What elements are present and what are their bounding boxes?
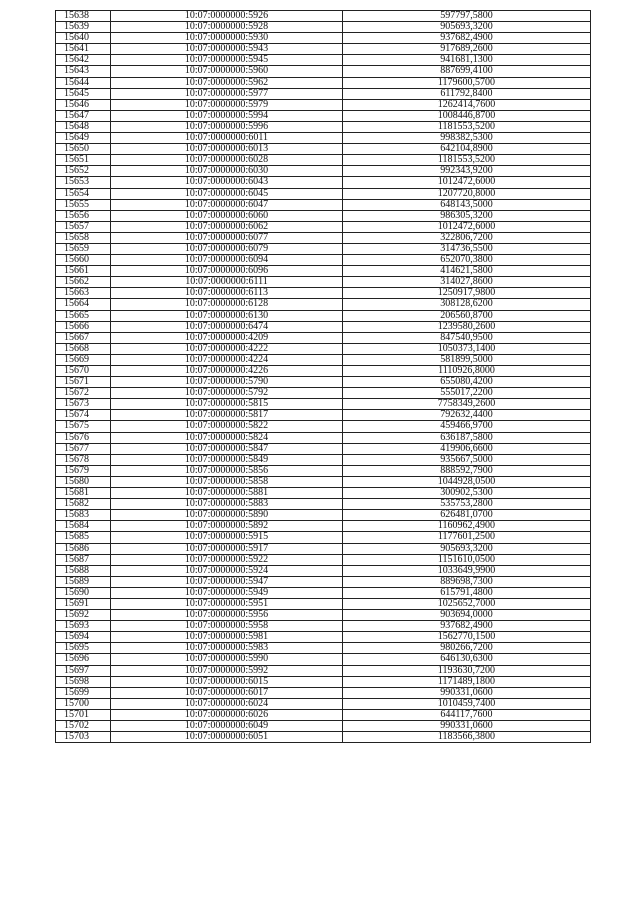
value-cell: 597797,5800 [343, 11, 591, 22]
table-row [56, 210, 591, 221]
value-cell: 581899,5000 [343, 354, 591, 365]
value-cell: 1033649,9900 [343, 565, 591, 576]
value-cell: 1160962,4900 [343, 521, 591, 532]
cadastral-number-cell: 10:07:0000000:5881 [111, 488, 343, 499]
table-row [56, 88, 591, 99]
value-cell: 990331,0600 [343, 687, 591, 698]
row-number-cell: 15679 [56, 465, 111, 476]
value-cell: 1044928,0500 [343, 476, 591, 487]
cadastral-number-cell: 10:07:0000000:5981 [111, 632, 343, 643]
cadastral-number-cell: 10:07:0000000:5817 [111, 410, 343, 421]
table-row [56, 243, 591, 254]
row-number-cell: 15680 [56, 476, 111, 487]
value-cell: 414621,5800 [343, 266, 591, 277]
table-row [56, 377, 591, 388]
table-row [56, 443, 591, 454]
table-row [56, 232, 591, 243]
table-row [56, 55, 591, 66]
cadastral-number-cell: 10:07:0000000:6011 [111, 133, 343, 144]
value-cell: 1183566,3800 [343, 732, 591, 743]
value-cell: 555017,2200 [343, 388, 591, 399]
row-number-cell: 15701 [56, 709, 111, 720]
value-cell: 1010459,7400 [343, 698, 591, 709]
cadastral-number-cell: 10:07:0000000:6113 [111, 288, 343, 299]
cadastral-number-cell: 10:07:0000000:6094 [111, 255, 343, 266]
table-row [56, 654, 591, 665]
row-number-cell: 15638 [56, 11, 111, 22]
table-row [56, 155, 591, 166]
cadastral-number-cell: 10:07:0000000:6026 [111, 709, 343, 720]
row-number-cell: 15683 [56, 510, 111, 521]
row-number-cell: 15667 [56, 332, 111, 343]
table-row [56, 354, 591, 365]
cadastral-number-cell: 10:07:0000000:5990 [111, 654, 343, 665]
row-number-cell: 15689 [56, 576, 111, 587]
table-row [56, 166, 591, 177]
value-cell: 1110926,8000 [343, 366, 591, 377]
value-cell: 1025652,7000 [343, 598, 591, 609]
table-row [56, 521, 591, 532]
value-cell: 615791,4800 [343, 587, 591, 598]
table-row [56, 133, 591, 144]
value-cell: 648143,5000 [343, 199, 591, 210]
row-number-cell: 15685 [56, 532, 111, 543]
row-number-cell: 15697 [56, 665, 111, 676]
value-cell: 636187,5800 [343, 432, 591, 443]
row-number-cell: 15655 [56, 199, 111, 210]
table-row [56, 709, 591, 720]
table-row [56, 221, 591, 232]
table-row [56, 11, 591, 22]
row-number-cell: 15682 [56, 499, 111, 510]
value-cell: 998382,5300 [343, 133, 591, 144]
table-row [56, 576, 591, 587]
table-row [56, 343, 591, 354]
row-number-cell: 15649 [56, 133, 111, 144]
table-row [56, 465, 591, 476]
value-cell: 990331,0600 [343, 721, 591, 732]
cadastral-number-cell: 10:07:0000000:5960 [111, 66, 343, 77]
table-row [56, 266, 591, 277]
table-row [56, 721, 591, 732]
value-cell: 1177601,2500 [343, 532, 591, 543]
row-number-cell: 15671 [56, 377, 111, 388]
row-number-cell: 15644 [56, 77, 111, 88]
row-number-cell: 15653 [56, 177, 111, 188]
table-row [56, 299, 591, 310]
row-number-cell: 15639 [56, 22, 111, 33]
cadastral-number-cell: 10:07:0000000:4226 [111, 366, 343, 377]
table-row [56, 510, 591, 521]
value-cell: 917689,2600 [343, 44, 591, 55]
cadastral-number-cell: 10:07:0000000:5790 [111, 377, 343, 388]
table-row [56, 587, 591, 598]
value-cell: 1239580,2600 [343, 321, 591, 332]
value-cell: 314027,8600 [343, 277, 591, 288]
row-number-cell: 15686 [56, 543, 111, 554]
row-number-cell: 15696 [56, 654, 111, 665]
value-cell: 889698,7300 [343, 576, 591, 587]
table-row [56, 44, 591, 55]
table-row [56, 321, 591, 332]
cadastral-number-cell: 10:07:0000000:5858 [111, 476, 343, 487]
value-cell: 1171489,1800 [343, 676, 591, 687]
row-number-cell: 15642 [56, 55, 111, 66]
table-row [56, 410, 591, 421]
cadastral-number-cell: 10:07:0000000:5928 [111, 22, 343, 33]
row-number-cell: 15702 [56, 721, 111, 732]
table-row [56, 732, 591, 743]
cadastral-number-cell: 10:07:0000000:6045 [111, 188, 343, 199]
table-row [56, 610, 591, 621]
cadastral-number-cell: 10:07:0000000:6077 [111, 232, 343, 243]
value-cell: 1008446,8700 [343, 110, 591, 121]
value-cell: 935667,5000 [343, 454, 591, 465]
cadastral-number-cell: 10:07:0000000:5930 [111, 33, 343, 44]
table-row [56, 532, 591, 543]
row-number-cell: 15641 [56, 44, 111, 55]
value-cell: 1250917,9800 [343, 288, 591, 299]
row-number-cell: 15687 [56, 554, 111, 565]
cadastral-number-cell: 10:07:0000000:5847 [111, 443, 343, 454]
cadastral-number-cell: 10:07:0000000:6017 [111, 687, 343, 698]
cadastral-number-cell: 10:07:0000000:5822 [111, 421, 343, 432]
cadastral-number-cell: 10:07:0000000:6030 [111, 166, 343, 177]
row-number-cell: 15694 [56, 632, 111, 643]
cadastral-number-cell: 10:07:0000000:5962 [111, 77, 343, 88]
cadastral-number-cell: 10:07:0000000:5815 [111, 399, 343, 410]
cadastral-value-table [55, 10, 591, 743]
row-number-cell: 15678 [56, 454, 111, 465]
row-number-cell: 15654 [56, 188, 111, 199]
table-row [56, 399, 591, 410]
row-number-cell: 15640 [56, 33, 111, 44]
value-cell: 322806,7200 [343, 232, 591, 243]
cadastral-number-cell: 10:07:0000000:5890 [111, 510, 343, 521]
table-row [56, 643, 591, 654]
cadastral-number-cell: 10:07:0000000:5956 [111, 610, 343, 621]
row-number-cell: 15643 [56, 66, 111, 77]
table-row [56, 565, 591, 576]
row-number-cell: 15692 [56, 610, 111, 621]
value-cell: 308128,6200 [343, 299, 591, 310]
row-number-cell: 15688 [56, 565, 111, 576]
table-row [56, 177, 591, 188]
value-cell: 980266,7200 [343, 643, 591, 654]
table-body [56, 11, 591, 743]
cadastral-number-cell: 10:07:0000000:5951 [111, 598, 343, 609]
table-row [56, 366, 591, 377]
cadastral-number-cell: 10:07:0000000:5992 [111, 665, 343, 676]
table-row [56, 188, 591, 199]
value-cell: 1050373,1400 [343, 343, 591, 354]
row-number-cell: 15662 [56, 277, 111, 288]
value-cell: 905693,3200 [343, 543, 591, 554]
table-row [56, 543, 591, 554]
value-cell: 937682,4900 [343, 621, 591, 632]
table-row [56, 698, 591, 709]
value-cell: 419906,6600 [343, 443, 591, 454]
table-row [56, 66, 591, 77]
row-number-cell: 15681 [56, 488, 111, 499]
value-cell: 1012472,6000 [343, 221, 591, 232]
cadastral-number-cell: 10:07:0000000:5792 [111, 388, 343, 399]
cadastral-number-cell: 10:07:0000000:4224 [111, 354, 343, 365]
value-cell: 1151610,0500 [343, 554, 591, 565]
cadastral-number-cell: 10:07:0000000:6028 [111, 155, 343, 166]
cadastral-number-cell: 10:07:0000000:5958 [111, 621, 343, 632]
table-row [56, 598, 591, 609]
cadastral-number-cell: 10:07:0000000:6474 [111, 321, 343, 332]
table-row [56, 488, 591, 499]
row-number-cell: 15691 [56, 598, 111, 609]
cadastral-number-cell: 10:07:0000000:4209 [111, 332, 343, 343]
cadastral-number-cell: 10:07:0000000:6060 [111, 210, 343, 221]
table-row [56, 388, 591, 399]
cadastral-number-cell: 10:07:0000000:5917 [111, 543, 343, 554]
value-cell: 1181553,5200 [343, 155, 591, 166]
cadastral-number-cell: 10:07:0000000:5849 [111, 454, 343, 465]
row-number-cell: 15670 [56, 366, 111, 377]
cadastral-number-cell: 10:07:0000000:5892 [111, 521, 343, 532]
cadastral-number-cell: 10:07:0000000:5856 [111, 465, 343, 476]
row-number-cell: 15647 [56, 110, 111, 121]
table-row [56, 22, 591, 33]
row-number-cell: 15676 [56, 432, 111, 443]
row-number-cell: 15674 [56, 410, 111, 421]
value-cell: 1193630,7200 [343, 665, 591, 676]
value-cell: 644117,7600 [343, 709, 591, 720]
cadastral-number-cell: 10:07:0000000:5996 [111, 121, 343, 132]
value-cell: 535753,2800 [343, 499, 591, 510]
table-row [56, 454, 591, 465]
table-row [56, 199, 591, 210]
value-cell: 905693,3200 [343, 22, 591, 33]
cadastral-number-cell: 10:07:0000000:6096 [111, 266, 343, 277]
cadastral-number-cell: 10:07:0000000:5883 [111, 499, 343, 510]
row-number-cell: 15669 [56, 354, 111, 365]
value-cell: 792632,4400 [343, 410, 591, 421]
value-cell: 941681,1300 [343, 55, 591, 66]
value-cell: 1562770,1500 [343, 632, 591, 643]
table-row [56, 665, 591, 676]
table-row [56, 77, 591, 88]
cadastral-number-cell: 10:07:0000000:5915 [111, 532, 343, 543]
value-cell: 937682,4900 [343, 33, 591, 44]
row-number-cell: 15677 [56, 443, 111, 454]
value-cell: 1181553,5200 [343, 121, 591, 132]
cadastral-number-cell: 10:07:0000000:6049 [111, 721, 343, 732]
table-row [56, 621, 591, 632]
value-cell: 992343,9200 [343, 166, 591, 177]
cadastral-number-cell: 10:07:0000000:4222 [111, 343, 343, 354]
value-cell: 7758349,2600 [343, 399, 591, 410]
cadastral-number-cell: 10:07:0000000:5994 [111, 110, 343, 121]
cadastral-number-cell: 10:07:0000000:5922 [111, 554, 343, 565]
row-number-cell: 15646 [56, 99, 111, 110]
row-number-cell: 15664 [56, 299, 111, 310]
cadastral-number-cell: 10:07:0000000:5983 [111, 643, 343, 654]
row-number-cell: 15666 [56, 321, 111, 332]
cadastral-number-cell: 10:07:0000000:5943 [111, 44, 343, 55]
cadastral-number-cell: 10:07:0000000:5926 [111, 11, 343, 22]
row-number-cell: 15693 [56, 621, 111, 632]
row-number-cell: 15700 [56, 698, 111, 709]
value-cell: 300902,5300 [343, 488, 591, 499]
row-number-cell: 15658 [56, 232, 111, 243]
row-number-cell: 15656 [56, 210, 111, 221]
cadastral-number-cell: 10:07:0000000:6043 [111, 177, 343, 188]
row-number-cell: 15661 [56, 266, 111, 277]
value-cell: 206560,8700 [343, 310, 591, 321]
cadastral-number-cell: 10:07:0000000:5977 [111, 88, 343, 99]
value-cell: 314736,5500 [343, 243, 591, 254]
table-row [56, 121, 591, 132]
cadastral-number-cell: 10:07:0000000:6013 [111, 144, 343, 155]
cadastral-number-cell: 10:07:0000000:6015 [111, 676, 343, 687]
table-row [56, 99, 591, 110]
value-cell: 655080,4200 [343, 377, 591, 388]
row-number-cell: 15690 [56, 587, 111, 598]
table-row [56, 288, 591, 299]
row-number-cell: 15668 [56, 343, 111, 354]
table-row [56, 255, 591, 266]
table-row [56, 144, 591, 155]
cadastral-number-cell: 10:07:0000000:6128 [111, 299, 343, 310]
row-number-cell: 15665 [56, 310, 111, 321]
table-row [56, 632, 591, 643]
cadastral-number-cell: 10:07:0000000:5949 [111, 587, 343, 598]
row-number-cell: 15672 [56, 388, 111, 399]
table-row [56, 499, 591, 510]
value-cell: 1012472,6000 [343, 177, 591, 188]
value-cell: 459466,9700 [343, 421, 591, 432]
row-number-cell: 15648 [56, 121, 111, 132]
row-number-cell: 15698 [56, 676, 111, 687]
table-row [56, 277, 591, 288]
cadastral-number-cell: 10:07:0000000:5947 [111, 576, 343, 587]
cadastral-number-cell: 10:07:0000000:6111 [111, 277, 343, 288]
table-row [56, 310, 591, 321]
row-number-cell: 15645 [56, 88, 111, 99]
value-cell: 1262414,7600 [343, 99, 591, 110]
cadastral-number-cell: 10:07:0000000:5945 [111, 55, 343, 66]
row-number-cell: 15660 [56, 255, 111, 266]
value-cell: 611792,8400 [343, 88, 591, 99]
value-cell: 986305,3200 [343, 210, 591, 221]
value-cell: 903694,0000 [343, 610, 591, 621]
value-cell: 847540,9500 [343, 332, 591, 343]
row-number-cell: 15652 [56, 166, 111, 177]
value-cell: 1207720,8000 [343, 188, 591, 199]
cadastral-number-cell: 10:07:0000000:5979 [111, 99, 343, 110]
row-number-cell: 15657 [56, 221, 111, 232]
table-row [56, 554, 591, 565]
value-cell: 1179600,5700 [343, 77, 591, 88]
row-number-cell: 15650 [56, 144, 111, 155]
table-row [56, 432, 591, 443]
value-cell: 642104,8900 [343, 144, 591, 155]
row-number-cell: 15651 [56, 155, 111, 166]
row-number-cell: 15675 [56, 421, 111, 432]
table-row [56, 110, 591, 121]
table-row [56, 421, 591, 432]
table-row [56, 687, 591, 698]
cadastral-number-cell: 10:07:0000000:6130 [111, 310, 343, 321]
row-number-cell: 15673 [56, 399, 111, 410]
table-row [56, 476, 591, 487]
value-cell: 887699,4100 [343, 66, 591, 77]
cadastral-number-cell: 10:07:0000000:6079 [111, 243, 343, 254]
table-row [56, 33, 591, 44]
cadastral-number-cell: 10:07:0000000:5924 [111, 565, 343, 576]
cadastral-number-cell: 10:07:0000000:6062 [111, 221, 343, 232]
cadastral-number-cell: 10:07:0000000:6051 [111, 732, 343, 743]
value-cell: 652070,3800 [343, 255, 591, 266]
table-row [56, 332, 591, 343]
cadastral-number-cell: 10:07:0000000:6024 [111, 698, 343, 709]
row-number-cell: 15684 [56, 521, 111, 532]
row-number-cell: 15659 [56, 243, 111, 254]
value-cell: 626481,0700 [343, 510, 591, 521]
cadastral-number-cell: 10:07:0000000:6047 [111, 199, 343, 210]
value-cell: 888592,7900 [343, 465, 591, 476]
row-number-cell: 15695 [56, 643, 111, 654]
row-number-cell: 15699 [56, 687, 111, 698]
row-number-cell: 15703 [56, 732, 111, 743]
value-cell: 646130,6300 [343, 654, 591, 665]
table-row [56, 676, 591, 687]
row-number-cell: 15663 [56, 288, 111, 299]
cadastral-number-cell: 10:07:0000000:5824 [111, 432, 343, 443]
